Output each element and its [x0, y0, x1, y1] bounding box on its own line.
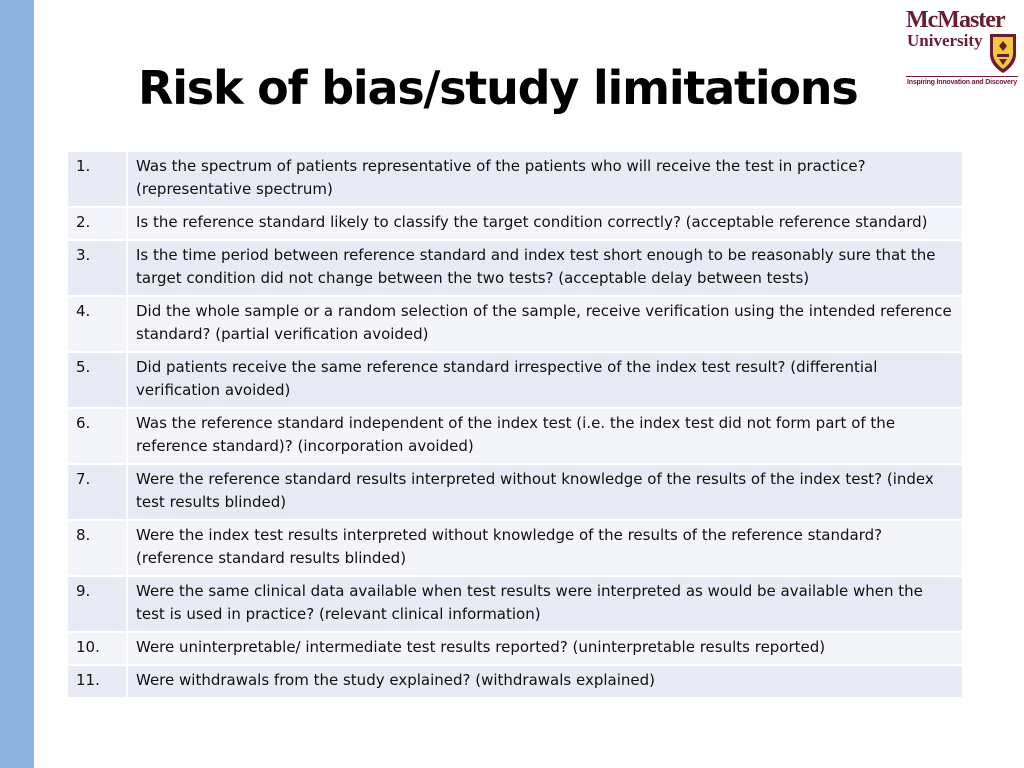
quadas-criteria-table: [68, 152, 964, 699]
criterion-number: 11.: [68, 665, 127, 698]
table-row: [68, 152, 963, 207]
criterion-question: Was the reference standard independent of the index test (i.e. the index test did not form part of the reference standard)? (incorporation avoided): [127, 408, 963, 464]
table-row: [68, 207, 963, 240]
slide-accent-bar: [0, 0, 34, 768]
table-row: [68, 665, 963, 698]
criterion-question: Were withdrawals from the study explained? (withdrawals explained): [127, 665, 963, 698]
criterion-number: 7.: [68, 464, 127, 520]
criterion-question: Were the same clinical data available when test results were interpreted as would be available when the test is used in practice? (relevant clinical information): [127, 576, 963, 632]
criterion-question: Were uninterpretable/ intermediate test results reported? (uninterpretable results reported): [127, 632, 963, 665]
criterion-question: Did patients receive the same reference standard irrespective of the index test result? (differential verification avoided): [127, 352, 963, 408]
criterion-number: 4.: [68, 296, 127, 352]
criterion-number: 2.: [68, 207, 127, 240]
logo-wordmark-line1: McMaster: [906, 7, 1005, 33]
criterion-question: Is the reference standard likely to classify the target condition correctly? (acceptable reference standard): [127, 207, 963, 240]
criterion-question: Was the spectrum of patients representative of the patients who will receive the test in practice? (representative spectrum): [127, 152, 963, 207]
criterion-number: 1.: [68, 152, 127, 207]
logo-divider: [906, 76, 1018, 77]
table-row: [68, 464, 963, 520]
criterion-number: 9.: [68, 576, 127, 632]
criterion-question: Did the whole sample or a random selection of the sample, receive verification using the intended reference standard? (partial verification avoided): [127, 296, 963, 352]
criterion-question: Is the time period between reference standard and index test short enough to be reasonably sure that the target condition did not change between the two tests? (acceptable delay between tests): [127, 240, 963, 296]
crest-icon: [988, 32, 1018, 74]
mcmaster-logo: [906, 6, 1018, 90]
criterion-number: 10.: [68, 632, 127, 665]
logo-tagline: Inspiring Innovation and Discovery: [907, 79, 1017, 86]
criterion-number: 3.: [68, 240, 127, 296]
table-row: [68, 520, 963, 576]
table-row: [68, 296, 963, 352]
criterion-question: Were the reference standard results interpreted without knowledge of the results of the index test? (index test results blinded): [127, 464, 963, 520]
table-row: [68, 352, 963, 408]
slide-title: Risk of bias/study limitations: [138, 61, 858, 115]
logo-wordmark-line2: University: [907, 31, 983, 50]
criterion-number: 8.: [68, 520, 127, 576]
table-row: [68, 632, 963, 665]
criterion-question: Were the index test results interpreted without knowledge of the results of the reference standard? (reference standard results blinded): [127, 520, 963, 576]
table-row: [68, 240, 963, 296]
table-row: [68, 408, 963, 464]
table-row: [68, 576, 963, 632]
criterion-number: 5.: [68, 352, 127, 408]
criterion-number: 6.: [68, 408, 127, 464]
